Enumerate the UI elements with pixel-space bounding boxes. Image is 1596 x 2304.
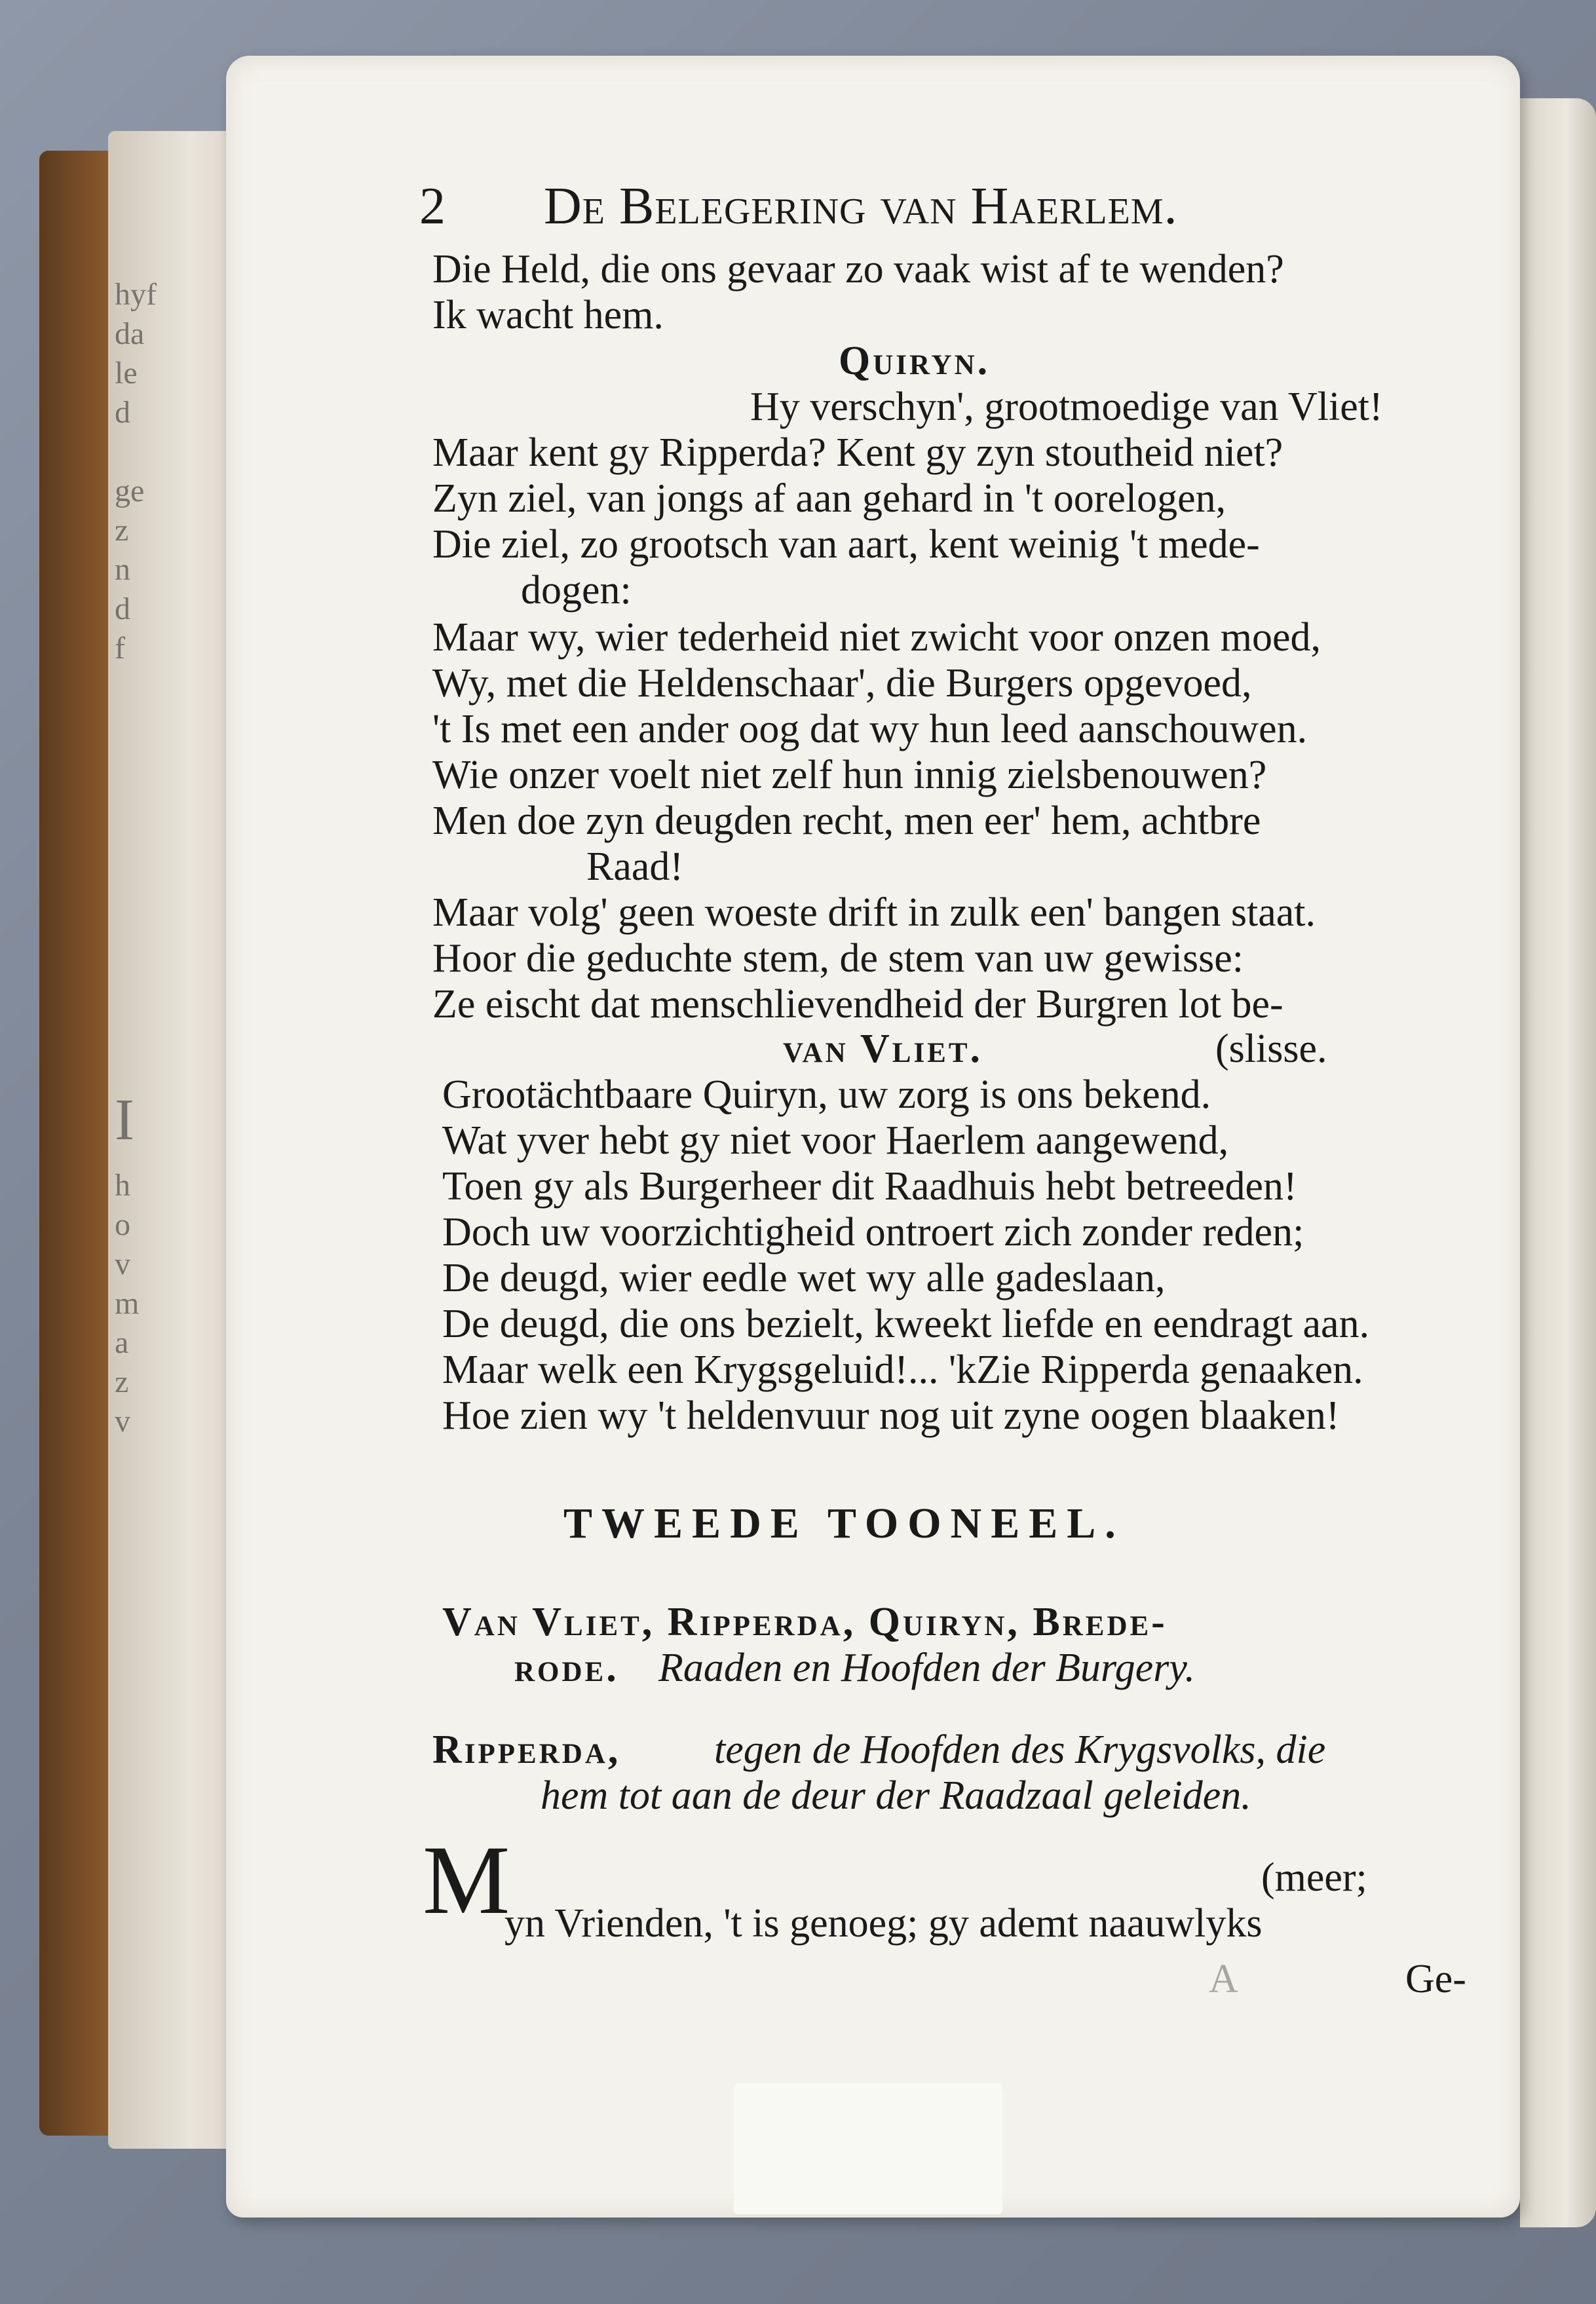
previous-page-edges: hyf da le d ge z n d f I h o v m a z v xyxy=(108,131,259,2149)
verse-line: Wat yver hebt gy niet voor Haerlem aangewend, xyxy=(442,1118,1229,1163)
running-title: De Belegering van Haerlem. xyxy=(544,178,1178,235)
stage-direction: hem tot aan de deur der Raadzaal geleiden. xyxy=(541,1773,1251,1818)
scene-heading: TWEEDE TOONEEL. xyxy=(563,1500,1125,1547)
verse-line: Zyn ziel, van jongs af aan gehard in 't oorelogen, xyxy=(432,476,1226,521)
verse-line: Die Held, die ons gevaar zo vaak wist af te wenden? xyxy=(432,247,1284,292)
speaker-name: Ripperda, xyxy=(432,1728,621,1772)
verse-line: dogen: xyxy=(521,568,632,613)
verse-line: Hy verschyn', grootmoedige van Vliet! xyxy=(750,385,1383,429)
verse-overflow: (meer; xyxy=(1261,1855,1367,1900)
verse-line: Wie onzer voelt niet zelf hun innig zielsbenouwen? xyxy=(432,753,1267,797)
speaker-name: Quiryn. xyxy=(839,339,991,383)
verse-line: Men doe zyn deugden recht, men eer' hem, achtbre xyxy=(432,799,1261,843)
signature-mark: A xyxy=(1209,1957,1238,2001)
verse-line: Wy, met die Heldenschaar', die Burgers opgevoed, xyxy=(432,661,1252,706)
verse-overflow: (slisse. xyxy=(1215,1027,1327,1071)
cast-list: rode. xyxy=(514,1646,619,1690)
verse-line: Maar welk een Krygsgeluid!... 'kZie Ripperda genaaken. xyxy=(442,1348,1363,1392)
next-page-edge xyxy=(1520,98,1596,2227)
verse-line: De deugd, wier eedle wet wy alle gadeslaan, xyxy=(442,1256,1166,1300)
verse-line: Maar kent gy Ripperda? Kent gy zyn stoutheid niet? xyxy=(432,430,1283,475)
verse-line: Die ziel, zo grootsch van aart, kent weinig 't mede- xyxy=(432,522,1260,567)
verse-line: Hoe zien wy 't heldenvuur nog uit zyne oogen blaaken! xyxy=(442,1393,1340,1438)
verse-line: Raad! xyxy=(586,844,684,889)
verse-line: Maar volg' geen woeste drift in zulk een' bangen staat. xyxy=(432,890,1316,935)
verse-line: Ik wacht hem. xyxy=(432,293,664,337)
verse-line: Toen gy als Burgerheer dit Raadhuis hebt betreeden! xyxy=(442,1164,1297,1209)
verse-line: Grootächtbaare Quiryn, uw zorg is ons bekend. xyxy=(442,1072,1211,1117)
verse-line: Hoor die geduchte stem, de stem van uw gewisse: xyxy=(432,936,1244,981)
stage-direction: tegen de Hoofden des Krygsvolks, die xyxy=(714,1728,1326,1772)
book-page xyxy=(226,56,1520,2218)
speaker-name: van Vliet. xyxy=(783,1027,983,1071)
drop-cap: M xyxy=(423,1826,510,1935)
cast-description: Raaden en Hoofden der Burgery. xyxy=(658,1646,1196,1690)
catchword: Ge- xyxy=(1405,1957,1466,2001)
verse-line: Maar wy, wier tederheid niet zwicht voor onzen moed, xyxy=(432,615,1321,660)
verse-line: Ze eischt dat menschlievendheid der Burgren lot be- xyxy=(432,982,1283,1027)
verse-line: De deugd, die ons bezielt, kweekt liefde en eendragt aan. xyxy=(442,1302,1370,1346)
verse-line: 't Is met een ander oog dat wy hun leed aanschouwen. xyxy=(432,707,1308,751)
verse-line: yn Vrienden, 't is genoeg; gy ademt naauwlyks xyxy=(504,1901,1263,1946)
paper-label xyxy=(734,2083,1002,2214)
cast-list: Van Vliet, Ripperda, Quiryn, Brede- xyxy=(442,1600,1168,1644)
page-number: 2 xyxy=(419,178,446,235)
verse-line: Doch uw voorzichtigheid ontroert zich zonder reden; xyxy=(442,1210,1304,1255)
